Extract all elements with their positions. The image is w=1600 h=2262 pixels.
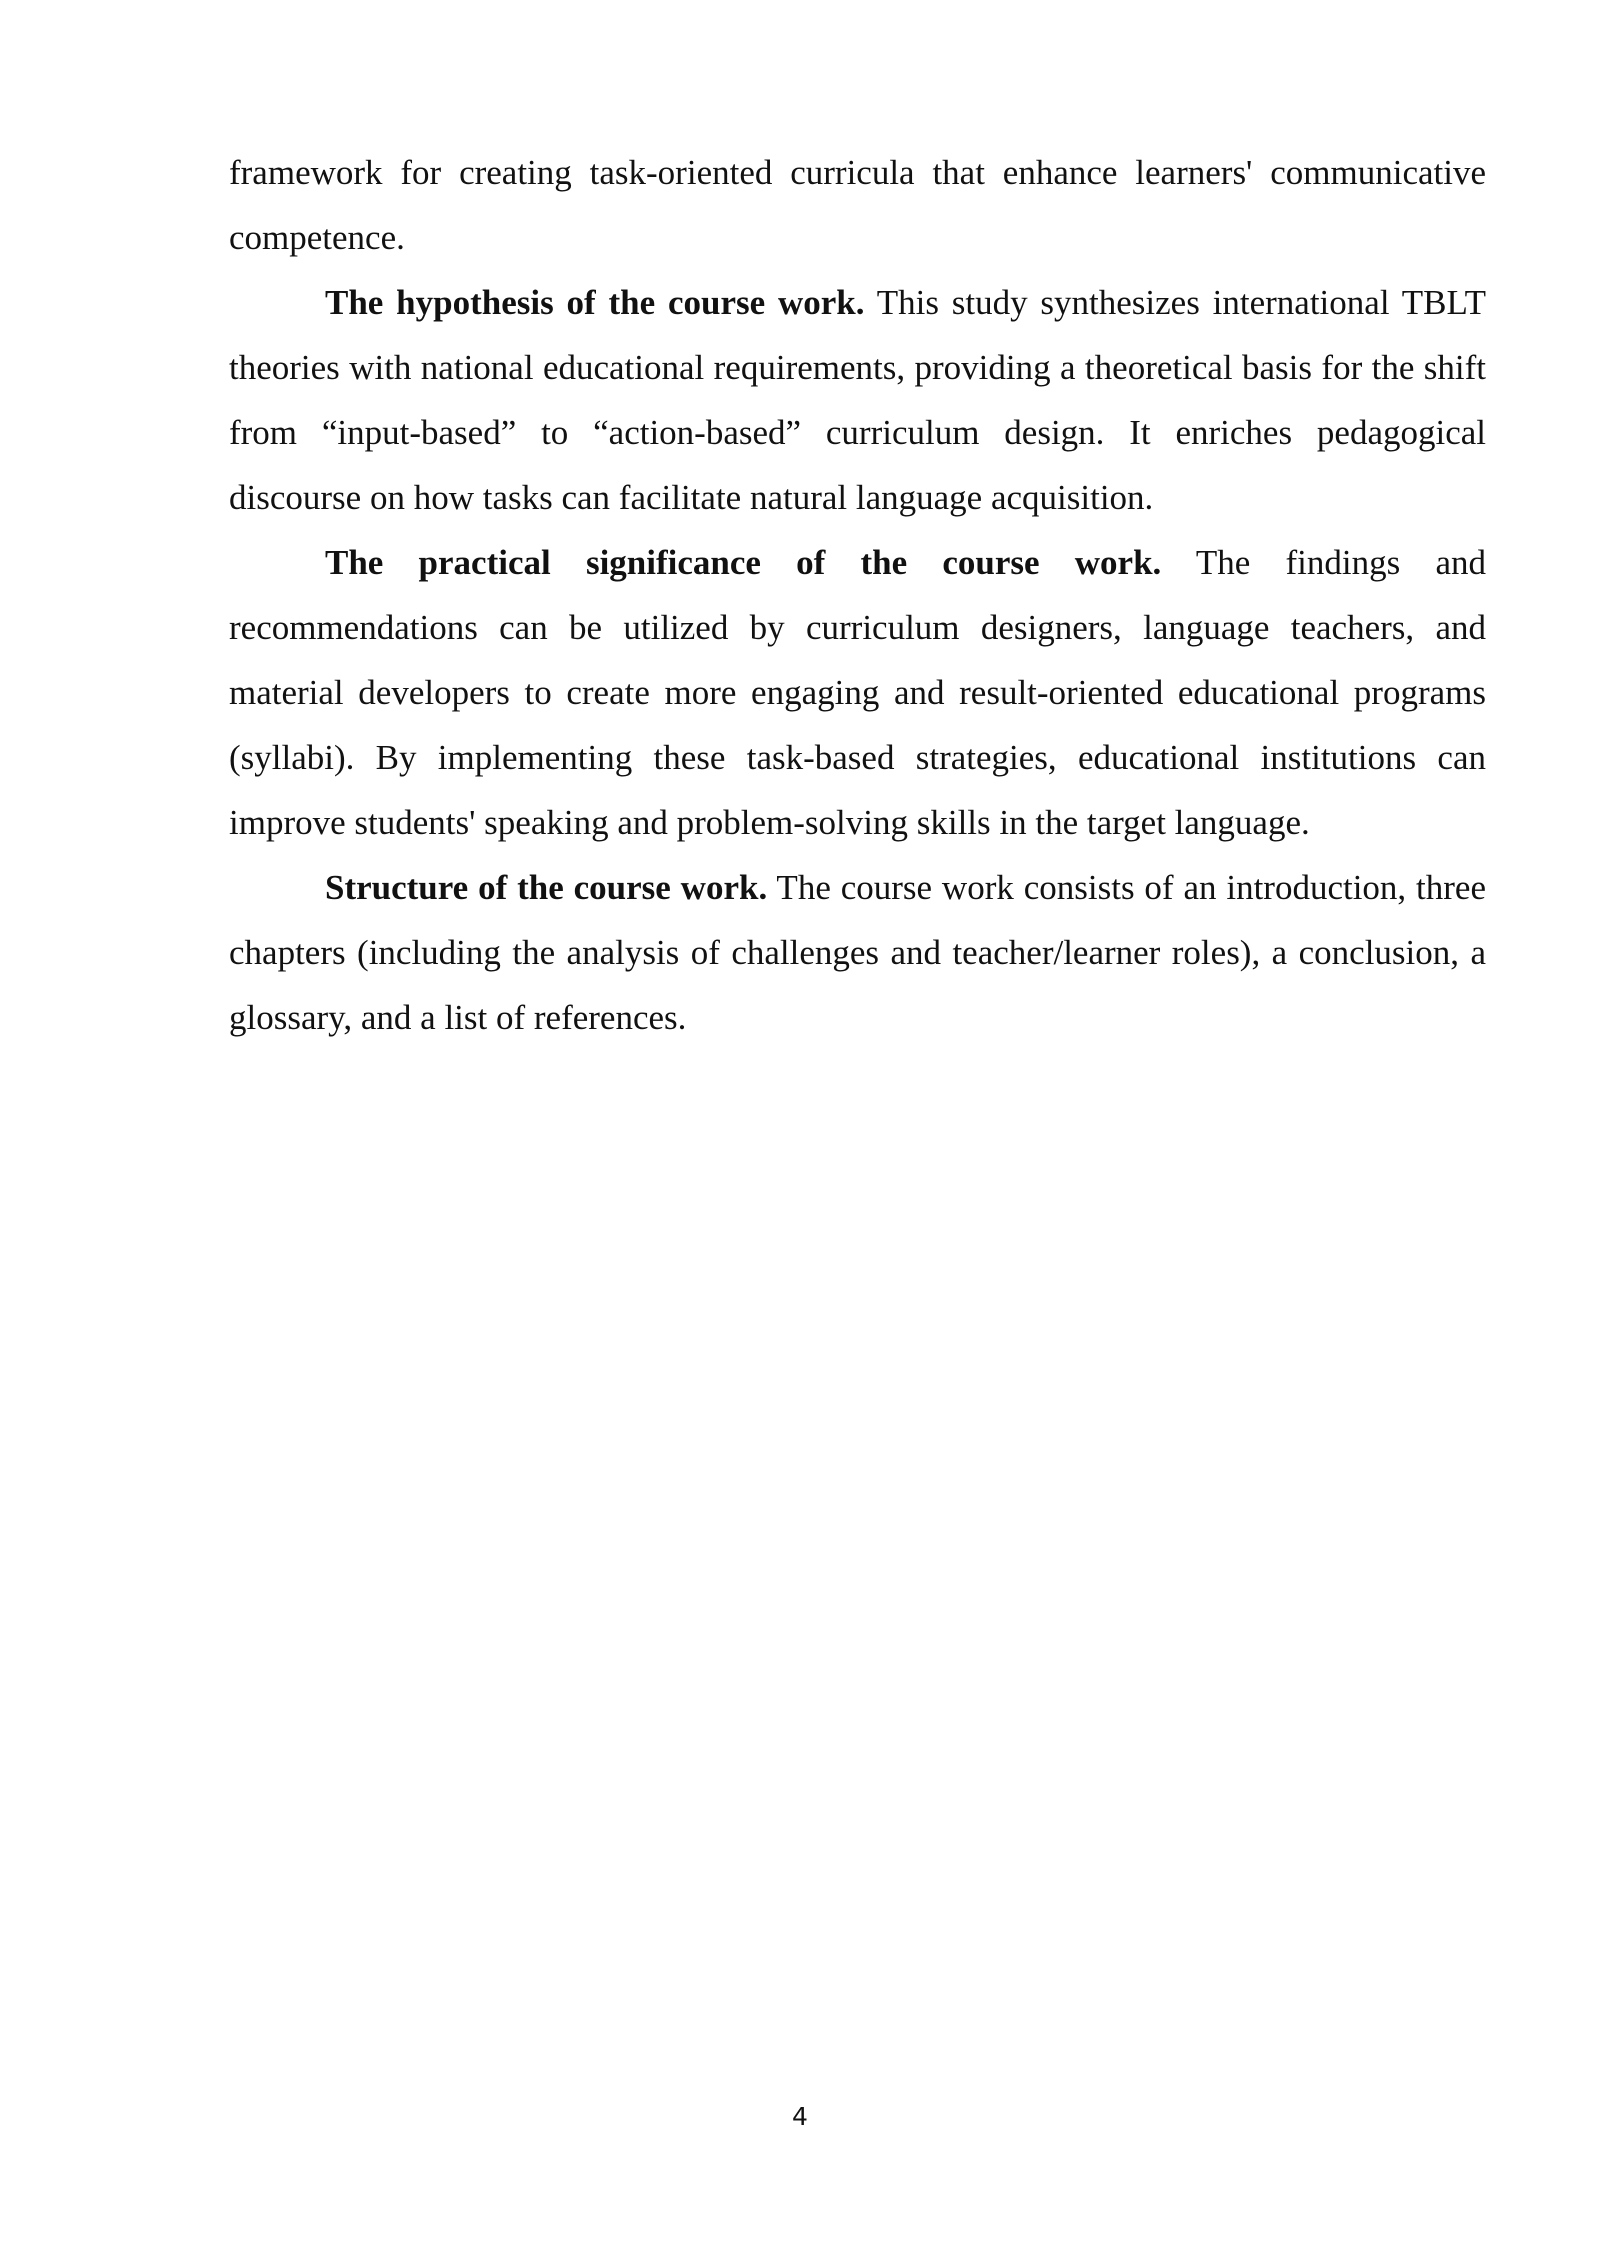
hypothesis-paragraph [229,270,1486,530]
practical-significance-heading: The practical significance of the course work. [325,543,1162,582]
page-body [229,140,1486,1050]
practical-significance-text: The findings and recommendations can be utilized by curriculum designers, language teachers, and material developers to create more engaging and result-oriented educational programs (syllabi). By implementing these task-based strategies, educational institutions can improve students' speaking and problem-solving skills in the target language. [229,543,1486,842]
page-number: 4 [792,2102,808,2131]
structure-paragraph [229,855,1486,1050]
intro-continuation-text: framework for creating task-oriented curricula that enhance learners' communicative competence. [229,153,1486,257]
hypothesis-text: This study synthesizes international TBLT theories with national educational requirements, providing a theoretical basis for the shift from “input-based” to “action-based” curriculum design. It enriches pedagogical discourse on how tasks can facilitate natural language acquisition. [229,283,1486,517]
structure-text: The course work consists of an introduction, three chapters (including the analysis of challenges and teacher/learner roles), a conclusion, a glossary, and a list of references. [229,868,1486,1037]
structure-heading: Structure of the course work. [325,868,768,907]
hypothesis-heading: The hypothesis of the course work. [325,283,865,322]
intro-continuation-paragraph [229,140,1486,270]
practical-significance-paragraph [229,530,1486,855]
